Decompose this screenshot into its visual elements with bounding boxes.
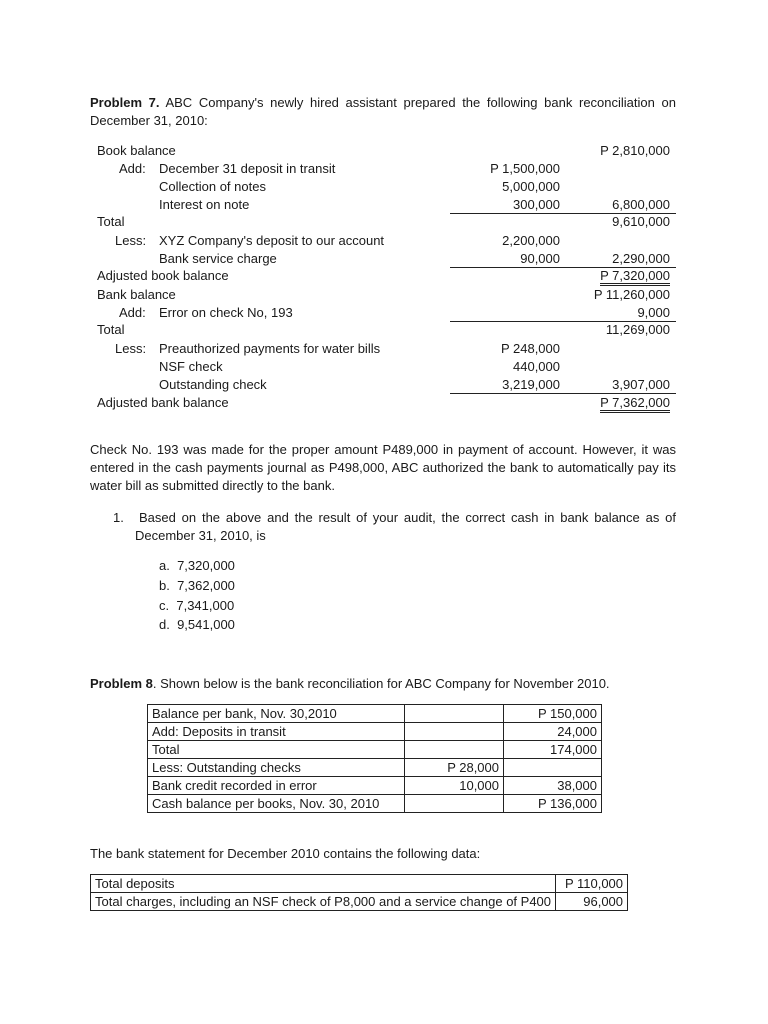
row-amount: 24,000	[504, 723, 602, 741]
question-text: Based on the above and the result of your audit, the correct cash in bank balance as of December 31, 2010, is	[135, 510, 676, 543]
bank-less-item: Outstanding check	[159, 377, 267, 392]
table-row	[148, 741, 602, 759]
bank-less-item: Preauthorized payments for water bills	[159, 341, 381, 356]
statement-intro: The bank statement for December 2010 contains the following data:	[90, 846, 481, 861]
table-row	[148, 759, 602, 777]
add-item-amount: P 1,500,000	[490, 161, 560, 176]
adjusted-book-value: P 7,320,000	[600, 268, 670, 286]
statement-amount: 96,000	[556, 893, 628, 911]
table-row	[91, 875, 628, 893]
adjusted-bank-amount	[560, 395, 670, 411]
row-amount	[504, 759, 602, 777]
row-amount: 38,000	[504, 777, 602, 795]
less-item: Bank service charge	[159, 251, 277, 266]
choice-letter: b.	[159, 578, 170, 593]
row-label: Less: Outstanding checks	[148, 759, 405, 777]
choice-b	[159, 578, 235, 594]
choice-letter: d.	[159, 617, 170, 632]
row-mid	[405, 705, 504, 723]
row-amount: P 150,000	[504, 705, 602, 723]
row-label: Balance per bank, Nov. 30,2010	[148, 705, 405, 723]
problem8-intro	[90, 676, 610, 692]
problem7-note: Check No. 193 was made for the proper amount P489,000 in payment of account. However, it was entered in the cash payments journal as P498,000, ABC authorized the bank to automatically pay its water bill as submitted directly to the bank.	[90, 442, 676, 493]
adjusted-book-label: Adjusted book balance	[97, 268, 229, 283]
choice-letter: c.	[159, 598, 170, 613]
add-total: 6,800,000	[612, 197, 670, 212]
row-mid: 10,000	[405, 777, 504, 795]
statement-amount: P 110,000	[556, 875, 628, 893]
row-mid	[405, 723, 504, 741]
statement-label: Total charges, including an NSF check of P8,000 and a service change of P400	[91, 893, 556, 911]
row-label: Add: Deposits in transit	[148, 723, 405, 741]
row-label: Cash balance per books, Nov. 30, 2010	[148, 795, 405, 813]
total-label: Total	[97, 214, 125, 229]
table-row	[148, 723, 602, 741]
bank-less-item: NSF check	[159, 359, 223, 374]
add-item: Collection of notes	[159, 179, 266, 194]
bank-balance-amount: P 11,260,000	[593, 287, 670, 302]
less-item: XYZ Company's deposit to our account	[159, 233, 385, 248]
bank-statement-table	[90, 874, 628, 911]
row-mid	[405, 741, 504, 759]
row-label: Total	[148, 741, 405, 759]
adjusted-book-amount	[560, 268, 670, 284]
choice-value: 7,320,000	[177, 558, 235, 573]
add-item-amount: 300,000	[513, 197, 560, 212]
problem8-reconciliation-table	[147, 704, 602, 813]
less-total: 2,290,000	[612, 251, 670, 266]
problem8-label: Problem 8	[90, 676, 153, 691]
choice-value: 7,341,000	[176, 598, 235, 613]
bank-less-item-amount: P 248,000	[500, 341, 560, 356]
bank-less-total: 3,907,000	[612, 377, 670, 392]
bank-add-amount: 9,000	[637, 305, 670, 320]
less-item-amount: 90,000	[520, 251, 560, 266]
bank-less-item-amount: 440,000	[513, 359, 560, 374]
add-item-amount: 5,000,000	[502, 179, 560, 194]
row-amount: P 136,000	[504, 795, 602, 813]
book-balance-amount: P 2,810,000	[600, 143, 670, 158]
add-label: Add:	[119, 161, 146, 176]
table-row	[91, 893, 628, 911]
table-row	[148, 795, 602, 813]
table-row	[148, 777, 602, 795]
bank-balance-label: Bank balance	[97, 287, 176, 302]
row-amount: 174,000	[504, 741, 602, 759]
statement-label: Total deposits	[91, 875, 556, 893]
problem7-label: Problem 7.	[90, 95, 160, 110]
less-label: Less:	[115, 233, 147, 248]
problem7-intro-text: ABC Company's newly hired assistant prepared the following bank reconciliation on December 31, 2010:	[90, 95, 676, 128]
add-item: December 31 deposit in transit	[159, 161, 336, 176]
question-number: 1.	[113, 510, 124, 525]
divider	[450, 393, 676, 394]
bank-total-amount: 11,269,000	[605, 322, 670, 337]
choice-d	[159, 617, 235, 633]
row-mid: P 28,000	[405, 759, 504, 777]
problem7-intro	[90, 94, 676, 130]
bank-less-label: Less:	[115, 341, 147, 356]
choice-value: 9,541,000	[177, 617, 235, 632]
adjusted-bank-value: P 7,362,000	[600, 395, 670, 413]
add-item: Interest on note	[159, 197, 250, 212]
choice-letter: a.	[159, 558, 170, 573]
less-item-amount: 2,200,000	[502, 233, 560, 248]
row-mid	[405, 795, 504, 813]
adjusted-bank-label: Adjusted bank balance	[97, 395, 229, 410]
problem8-intro-text: . Shown below is the bank reconciliation for ABC Company for November 2010.	[152, 676, 610, 691]
table-row	[148, 705, 602, 723]
bank-total-label: Total	[97, 322, 125, 337]
book-balance-label: Book balance	[97, 143, 176, 158]
choice-value: 7,362,000	[177, 578, 235, 593]
bank-add-label: Add:	[119, 305, 146, 320]
bank-add-item: Error on check No, 193	[159, 305, 293, 320]
choice-a	[159, 558, 235, 574]
total-amount: 9,610,000	[612, 214, 670, 229]
row-label: Bank credit recorded in error	[148, 777, 405, 795]
choice-c	[159, 598, 234, 614]
bank-less-item-amount: 3,219,000	[502, 377, 560, 392]
